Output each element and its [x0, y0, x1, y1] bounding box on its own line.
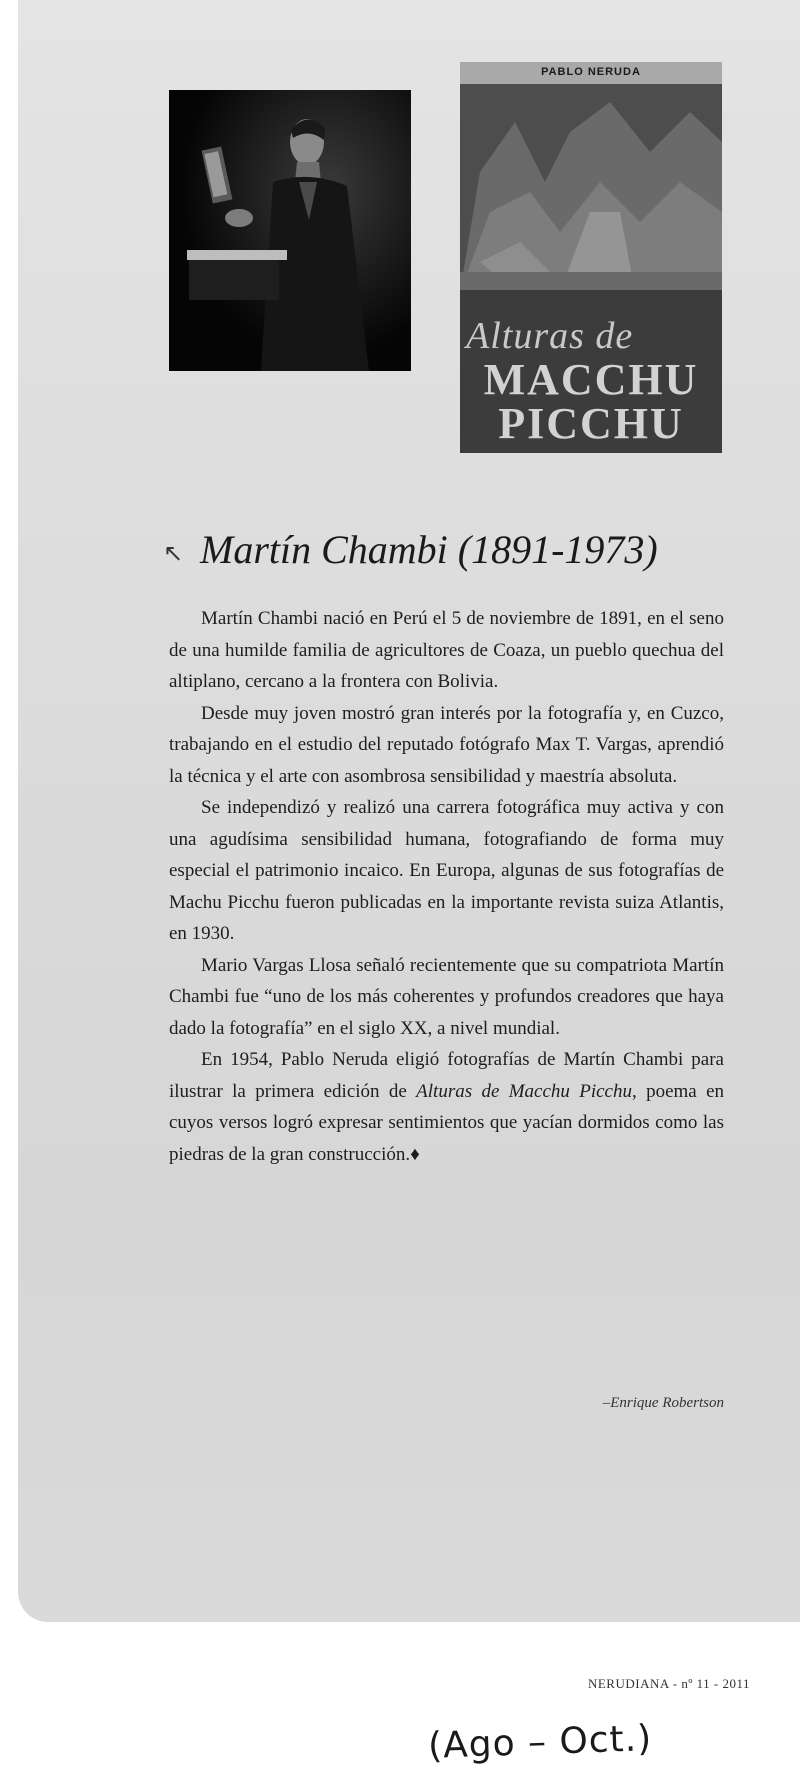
book-title-line1: MACCHU	[483, 355, 699, 404]
book-author: PABLO NERUDA	[541, 66, 641, 78]
pen-mark-icon: ↖	[163, 539, 184, 567]
article-heading	[160, 525, 740, 575]
chambi-portrait-photo	[169, 90, 411, 371]
paragraph: Se independizó y realizó una carrera fotográfica muy activa y con una agudísima sensibilidad humana, fotografiando de forma muy especial el patrimonio incaico. En Europa, algunas de sus fotografías de Machu Picchu fueron publicadas en la importante revista suiza Atlantis, en 1930.	[169, 797, 724, 944]
byline: –Enrique Robertson	[602, 1395, 724, 1411]
paragraph: Desde muy joven mostró gran interés por la fotografía y, en Cuzco, trabajando en el estudio del reputado fotógrafo Max T. Vargas, aprendió la técnica y el arte con asombrosa sensibilidad y maestría absoluta.	[169, 702, 724, 787]
paragraph: Mario Vargas Llosa señaló recientemente que su compatriota Martín Chambi fue “uno de los más coherentes y profundos creadores que haya dado la fotografía” en el siglo XX, a nivel mundial.	[169, 954, 724, 1039]
book-title-line2: PICCHU	[498, 399, 684, 448]
paragraph-text: , poema en cuyos versos logró expresar sentimientos que yacían dormidos como las piedras de la gran construcción.	[169, 1080, 724, 1165]
paragraph: Martín Chambi nació en Perú el 5 de noviembre de 1891, en el seno de una humilde familia de agricultores de Coaza, un pueblo quechua del altiplano, cercano a la frontera con Bolivia.	[169, 608, 724, 692]
book-title-script: Alturas de	[466, 315, 634, 357]
book-cover	[460, 62, 722, 453]
article-body	[169, 603, 724, 1170]
article-title: Martín Chambi (1891-1973)	[200, 527, 658, 572]
poem-title: Alturas de Macchu Picchu	[416, 1080, 632, 1102]
paragraph-last	[169, 1044, 724, 1170]
handwritten-note: (Ago – Oct.)	[427, 1718, 653, 1767]
photographer-portrait-icon	[169, 90, 411, 371]
book-title	[460, 355, 722, 448]
journal-footer: NERUDIANA - nº 11 - 2011	[587, 1676, 750, 1691]
paragraph-text: En 1954, Pablo Neruda eligió fotografías de Martín Chambi para ilustrar la primera edición de	[169, 1049, 724, 1102]
end-mark-icon: ♦	[410, 1143, 420, 1165]
